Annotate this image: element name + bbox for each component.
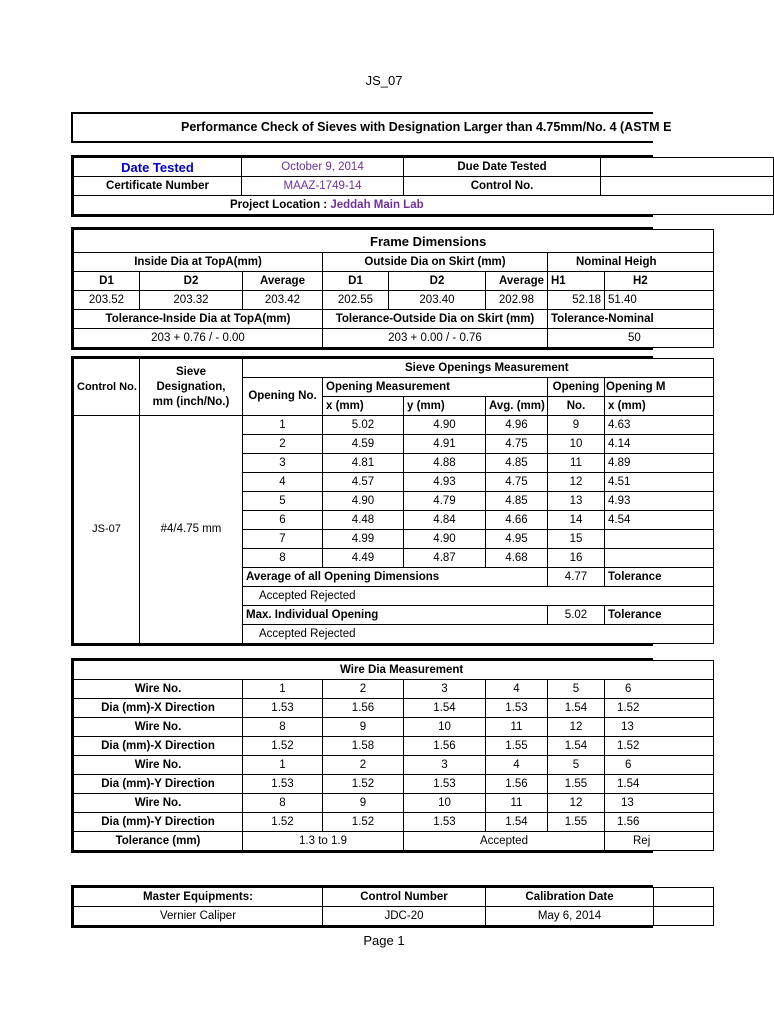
val-h2: 51.40: [605, 291, 714, 310]
opening-avg: 4.96: [486, 416, 548, 435]
wire-no: 5: [548, 680, 605, 699]
opening-y: 4.93: [404, 473, 486, 492]
opening-avg: 4.68: [486, 549, 548, 568]
sieve-heading: Sieve Openings Measurement: [243, 359, 714, 378]
avg-all-label: Average of all Opening Dimensions: [243, 568, 548, 587]
wire-dia: 1.53: [243, 775, 323, 794]
wire-no: 3: [404, 680, 486, 699]
opening-no-header: Opening No.: [243, 378, 323, 416]
document-id: JS_07: [365, 73, 403, 88]
wire-no: 10: [404, 718, 486, 737]
opening-avg: 4.75: [486, 473, 548, 492]
opening-avg: 4.95: [486, 530, 548, 549]
wire-dia: 1.54: [548, 699, 605, 718]
opening-avg: 4.85: [486, 492, 548, 511]
wire-dia: 1.53: [404, 775, 486, 794]
col-d2-outside: D2: [389, 272, 486, 291]
opening-y: 4.88: [404, 454, 486, 473]
date-tested-value: October 9, 2014: [242, 158, 404, 177]
frame-heading: Frame Dimensions: [74, 230, 714, 253]
wire-rejected: Rej: [605, 832, 714, 851]
sieve-designation-header-line1: Sieve Designation,: [156, 365, 226, 393]
wire-no: 2: [323, 756, 404, 775]
due-date-value: [601, 158, 774, 177]
val-d2-inside: 203.32: [140, 291, 243, 310]
frame-dimensions-table: [73, 229, 714, 348]
opening-x-2: 4.14: [605, 435, 714, 454]
dia-y-label: Dia (mm)-Y Direction: [74, 775, 243, 794]
avg-tolerance-label: Tolerance: [605, 568, 714, 587]
val-d2-outside: 203.40: [389, 291, 486, 310]
opening-x: 4.57: [323, 473, 404, 492]
wire-dia: 1.56: [605, 813, 714, 832]
date-tested-label: Date Tested: [74, 158, 242, 177]
val-d1-outside: 202.55: [323, 291, 389, 310]
avg-accepted-rejected: Accepted Rejected: [243, 587, 714, 606]
wire-no: 13: [605, 794, 714, 813]
wire-no: 3: [404, 756, 486, 775]
report-title: Performance Check of Sieves with Designation Larger than 4.75mm/No. 4 (ASTM E: [181, 120, 672, 134]
control-no-label: Control No.: [404, 177, 601, 196]
wire-dia: 1.55: [486, 737, 548, 756]
wire-dia: 1.55: [548, 813, 605, 832]
opening-x: 5.02: [323, 416, 404, 435]
opening-no-2: 11: [548, 454, 605, 473]
opening-y: 4.87: [404, 549, 486, 568]
opening-no-2: 14: [548, 511, 605, 530]
project-location-row: [74, 196, 774, 215]
nominal-height-label: Nominal Heigh: [548, 253, 714, 272]
wire-no: 6: [605, 756, 714, 775]
opening-avg: 4.85: [486, 454, 548, 473]
tol-nominal-value: 50: [548, 329, 714, 348]
y-header: y (mm): [404, 397, 486, 416]
wire-tolerance-range: 1.3 to 1.9: [243, 832, 404, 851]
wire-tolerance-label: Tolerance (mm): [74, 832, 243, 851]
due-date-label: Due Date Tested: [404, 158, 601, 177]
wire-dia-section: [71, 658, 653, 853]
opening-y: 4.90: [404, 416, 486, 435]
wire-no: 9: [323, 718, 404, 737]
col-avg-outside: Average: [486, 272, 548, 291]
project-location-label: Project Location :: [230, 198, 328, 211]
sieve-designation-header-line2: mm (inch/No.): [152, 395, 230, 408]
opening-x-2: 4.63: [605, 416, 714, 435]
equipment-table: [73, 887, 714, 926]
control-no-cell: JS-07: [74, 416, 140, 644]
equipment-section: [71, 885, 653, 928]
info-table: [73, 157, 774, 215]
wire-dia: 1.52: [243, 813, 323, 832]
wire-dia: 1.54: [605, 775, 714, 794]
dia-y-label: Dia (mm)-Y Direction: [74, 813, 243, 832]
wire-dia: 1.52: [323, 775, 404, 794]
opening-x-2: 4.51: [605, 473, 714, 492]
designation-cell: #4/4.75 mm: [140, 416, 243, 644]
equipment-extra-cell: [654, 907, 714, 926]
calibration-date: May 6, 2014: [486, 907, 654, 926]
avg-header: Avg. (mm): [486, 397, 548, 416]
opening-y: 4.84: [404, 511, 486, 530]
dia-x-label: Dia (mm)-X Direction: [74, 737, 243, 756]
wire-no: 10: [404, 794, 486, 813]
info-section: [71, 155, 653, 217]
val-d1-inside: 203.52: [74, 291, 140, 310]
opening-y: 4.90: [404, 530, 486, 549]
opening-no: 2: [243, 435, 323, 454]
opening-no-2-header-a: Opening: [548, 378, 605, 397]
wire-dia: 1.53: [243, 699, 323, 718]
col-h1: H1: [548, 272, 605, 291]
opening-no: 8: [243, 549, 323, 568]
wire-dia: 1.56: [404, 737, 486, 756]
max-opening-label: Max. Individual Opening: [243, 606, 548, 625]
wire-dia: 1.58: [323, 737, 404, 756]
inside-dia-label: Inside Dia at TopA(mm): [74, 253, 323, 272]
col-avg-inside: Average: [243, 272, 323, 291]
tol-inside-label: Tolerance-Inside Dia at TopA(mm): [74, 310, 323, 329]
wire-heading: Wire Dia Measurement: [74, 661, 714, 680]
opening-x-2: [605, 530, 714, 549]
wire-no: 6: [605, 680, 714, 699]
wire-dia: 1.56: [486, 775, 548, 794]
wire-dia: 1.54: [548, 737, 605, 756]
wire-no-label: Wire No.: [74, 756, 243, 775]
certificate-label: Certificate Number: [74, 177, 242, 196]
wire-no-label: Wire No.: [74, 718, 243, 737]
x-2-header: x (mm): [605, 397, 714, 416]
max-opening-value: 5.02: [548, 606, 605, 625]
calibration-date-label: Calibration Date: [486, 888, 654, 907]
certificate-value: MAAZ-1749-14: [242, 177, 404, 196]
col-h2: H2: [605, 272, 714, 291]
wire-dia: 1.52: [605, 699, 714, 718]
wire-no: 4: [486, 680, 548, 699]
tol-inside-value: 203 + 0.76 / - 0.00: [74, 329, 323, 348]
opening-no-2: 16: [548, 549, 605, 568]
opening-no-2: 9: [548, 416, 605, 435]
opening-x: 4.81: [323, 454, 404, 473]
equipment-control-label: Control Number: [323, 888, 486, 907]
val-avg-outside: 202.98: [486, 291, 548, 310]
opening-no-2-header-b: No.: [548, 397, 605, 416]
wire-no: 12: [548, 794, 605, 813]
max-accepted-rejected: Accepted Rejected: [243, 625, 714, 644]
opening-no: 1: [243, 416, 323, 435]
x-header: x (mm): [323, 397, 404, 416]
wire-dia: 1.52: [243, 737, 323, 756]
tol-outside-label: Tolerance-Outside Dia on Skirt (mm): [323, 310, 548, 329]
wire-no: 2: [323, 680, 404, 699]
wire-no: 9: [323, 794, 404, 813]
wire-no: 4: [486, 756, 548, 775]
opening-y: 4.91: [404, 435, 486, 454]
wire-no: 12: [548, 718, 605, 737]
opening-no-2: 12: [548, 473, 605, 492]
outside-dia-label: Outside Dia on Skirt (mm): [323, 253, 548, 272]
opening-y: 4.79: [404, 492, 486, 511]
page-number: Page 1: [363, 933, 405, 948]
opening-no: 4: [243, 473, 323, 492]
opening-x-2: [605, 549, 714, 568]
wire-no-label: Wire No.: [74, 794, 243, 813]
wire-dia: 1.55: [548, 775, 605, 794]
equipment-control: JDC-20: [323, 907, 486, 926]
opening-no-2: 10: [548, 435, 605, 454]
opening-no-2: 15: [548, 530, 605, 549]
wire-no: 8: [243, 794, 323, 813]
opening-x: 4.49: [323, 549, 404, 568]
col-d2-inside: D2: [140, 272, 243, 291]
wire-no: 13: [605, 718, 714, 737]
opening-x-2: 4.93: [605, 492, 714, 511]
wire-accepted: Accepted: [404, 832, 605, 851]
opening-x-2: 4.54: [605, 511, 714, 530]
val-h1: 52.18: [548, 291, 605, 310]
opening-meas-2-header: Opening M: [605, 378, 714, 397]
opening-no: 3: [243, 454, 323, 473]
opening-no: 7: [243, 530, 323, 549]
val-avg-inside: 203.42: [243, 291, 323, 310]
wire-dia: 1.53: [486, 699, 548, 718]
wire-dia: 1.52: [605, 737, 714, 756]
frame-dimensions-section: [71, 227, 657, 350]
sieve-designation-header: [140, 359, 243, 416]
wire-no: 1: [243, 680, 323, 699]
avg-all-value: 4.77: [548, 568, 605, 587]
wire-dia: 1.54: [486, 813, 548, 832]
control-no-value: [601, 177, 774, 196]
wire-dia-table: [73, 660, 714, 851]
col-d1-outside: D1: [323, 272, 389, 291]
wire-dia: 1.54: [404, 699, 486, 718]
wire-no: 5: [548, 756, 605, 775]
opening-meas-header: Opening Measurement: [323, 378, 548, 397]
master-equipment-label: Master Equipments:: [74, 888, 323, 907]
equipment-extra-cell: [654, 888, 714, 907]
opening-x: 4.48: [323, 511, 404, 530]
opening-x: 4.90: [323, 492, 404, 511]
wire-dia: 1.52: [323, 813, 404, 832]
opening-x: 4.59: [323, 435, 404, 454]
max-tolerance-label: Tolerance: [605, 606, 714, 625]
wire-no: 1: [243, 756, 323, 775]
col-d1-inside: D1: [74, 272, 140, 291]
report-title-box: [71, 112, 672, 143]
control-no-header: Control No.: [74, 359, 140, 416]
opening-avg: 4.66: [486, 511, 548, 530]
sieve-openings-table: [73, 358, 714, 644]
wire-dia: 1.53: [404, 813, 486, 832]
opening-no: 6: [243, 511, 323, 530]
dia-x-label: Dia (mm)-X Direction: [74, 699, 243, 718]
opening-avg: 4.75: [486, 435, 548, 454]
opening-no-2: 13: [548, 492, 605, 511]
opening-x: 4.99: [323, 530, 404, 549]
wire-dia: 1.56: [323, 699, 404, 718]
project-location-value: Jeddah Main Lab: [330, 198, 424, 211]
tol-nominal-label: Tolerance-Nominal: [548, 310, 714, 329]
wire-no: 8: [243, 718, 323, 737]
wire-no: 11: [486, 718, 548, 737]
sieve-openings-section: [71, 356, 666, 646]
opening-no: 5: [243, 492, 323, 511]
opening-x-2: 4.89: [605, 454, 714, 473]
tol-outside-value: 203 + 0.00 / - 0.76: [323, 329, 548, 348]
wire-no-label: Wire No.: [74, 680, 243, 699]
wire-no: 11: [486, 794, 548, 813]
equipment-name: Vernier Caliper: [74, 907, 323, 926]
